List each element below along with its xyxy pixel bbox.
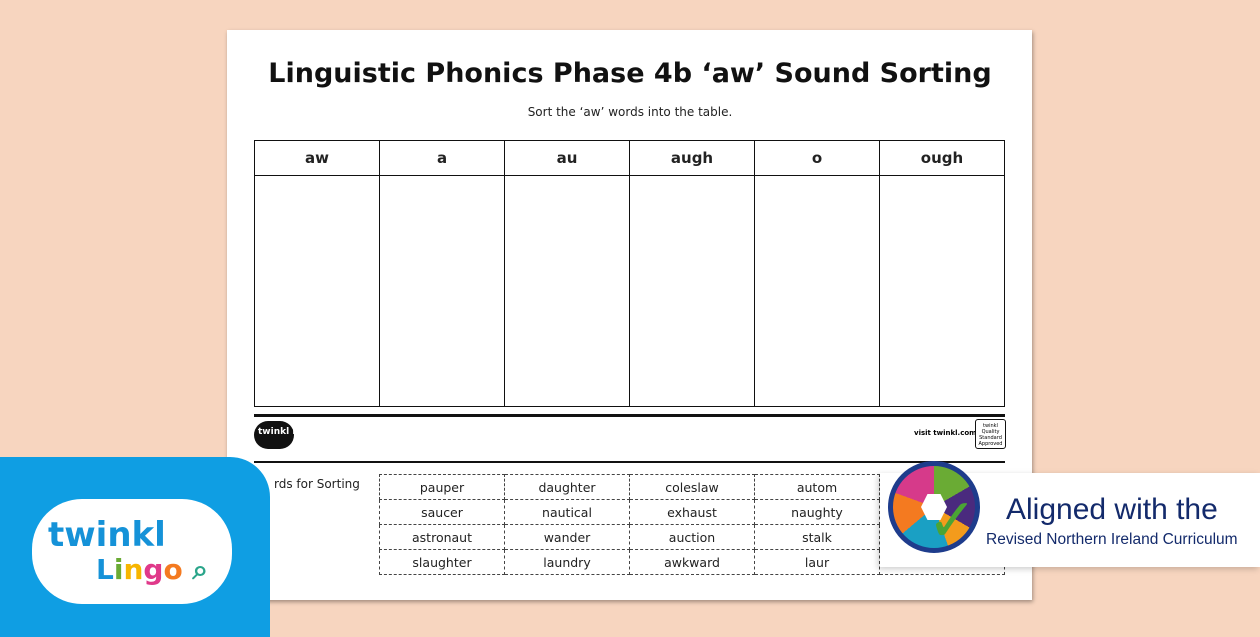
worksheet-subtitle: Sort the ‘aw’ words into the table. [527, 105, 733, 119]
word-card: saucer [380, 500, 505, 525]
column-header: au [505, 141, 630, 176]
word-card: stalk [755, 525, 880, 550]
word-card: coleslaw [630, 475, 755, 500]
word-card: exhaust [630, 500, 755, 525]
quality-logo: twinkl Quality Standard Approved [975, 419, 1006, 449]
brand-panel [0, 457, 270, 637]
word-card: nautical [505, 500, 630, 525]
visit-link: visit twinkl.com [914, 429, 977, 437]
curriculum-badge [880, 473, 1260, 567]
words-label: rds for Sorting [274, 477, 360, 491]
word-card: awkward [630, 550, 755, 575]
sorting-table [254, 140, 1005, 407]
column-header: aw [255, 141, 380, 176]
lingo-logo-text: Lingo ⌕ [96, 553, 209, 586]
twinkl-lingo-mini-logo: twinkl lingo [254, 421, 294, 449]
divider [254, 461, 1005, 463]
worksheet-title: Linguistic Phonics Phase 4b ‘aw’ Sound Sorting [268, 58, 992, 89]
word-card: daughter [505, 475, 630, 500]
badge-line2: Revised Northern Ireland Curriculum [986, 531, 1238, 548]
word-card: naughty [755, 500, 880, 525]
twinkl-logo-text: twinkl [48, 515, 166, 555]
word-card: laur [755, 550, 880, 575]
column-header: ough [880, 141, 1005, 176]
word-card: autom [755, 475, 880, 500]
badge-line1: Aligned with the [1006, 493, 1218, 526]
word-card: auction [630, 525, 755, 550]
divider [254, 414, 1005, 417]
word-card: slaughter [380, 550, 505, 575]
word-card: laundry [505, 550, 630, 575]
column-header: a [380, 141, 505, 176]
word-card: wander [505, 525, 630, 550]
speech-bubble-icon: ⌕ [182, 553, 209, 586]
column-header: augh [630, 141, 755, 176]
word-card: astronaut [380, 525, 505, 550]
checkmark-icon: ✓ [927, 486, 978, 556]
word-card: pauper [380, 475, 505, 500]
column-header: o [755, 141, 880, 176]
